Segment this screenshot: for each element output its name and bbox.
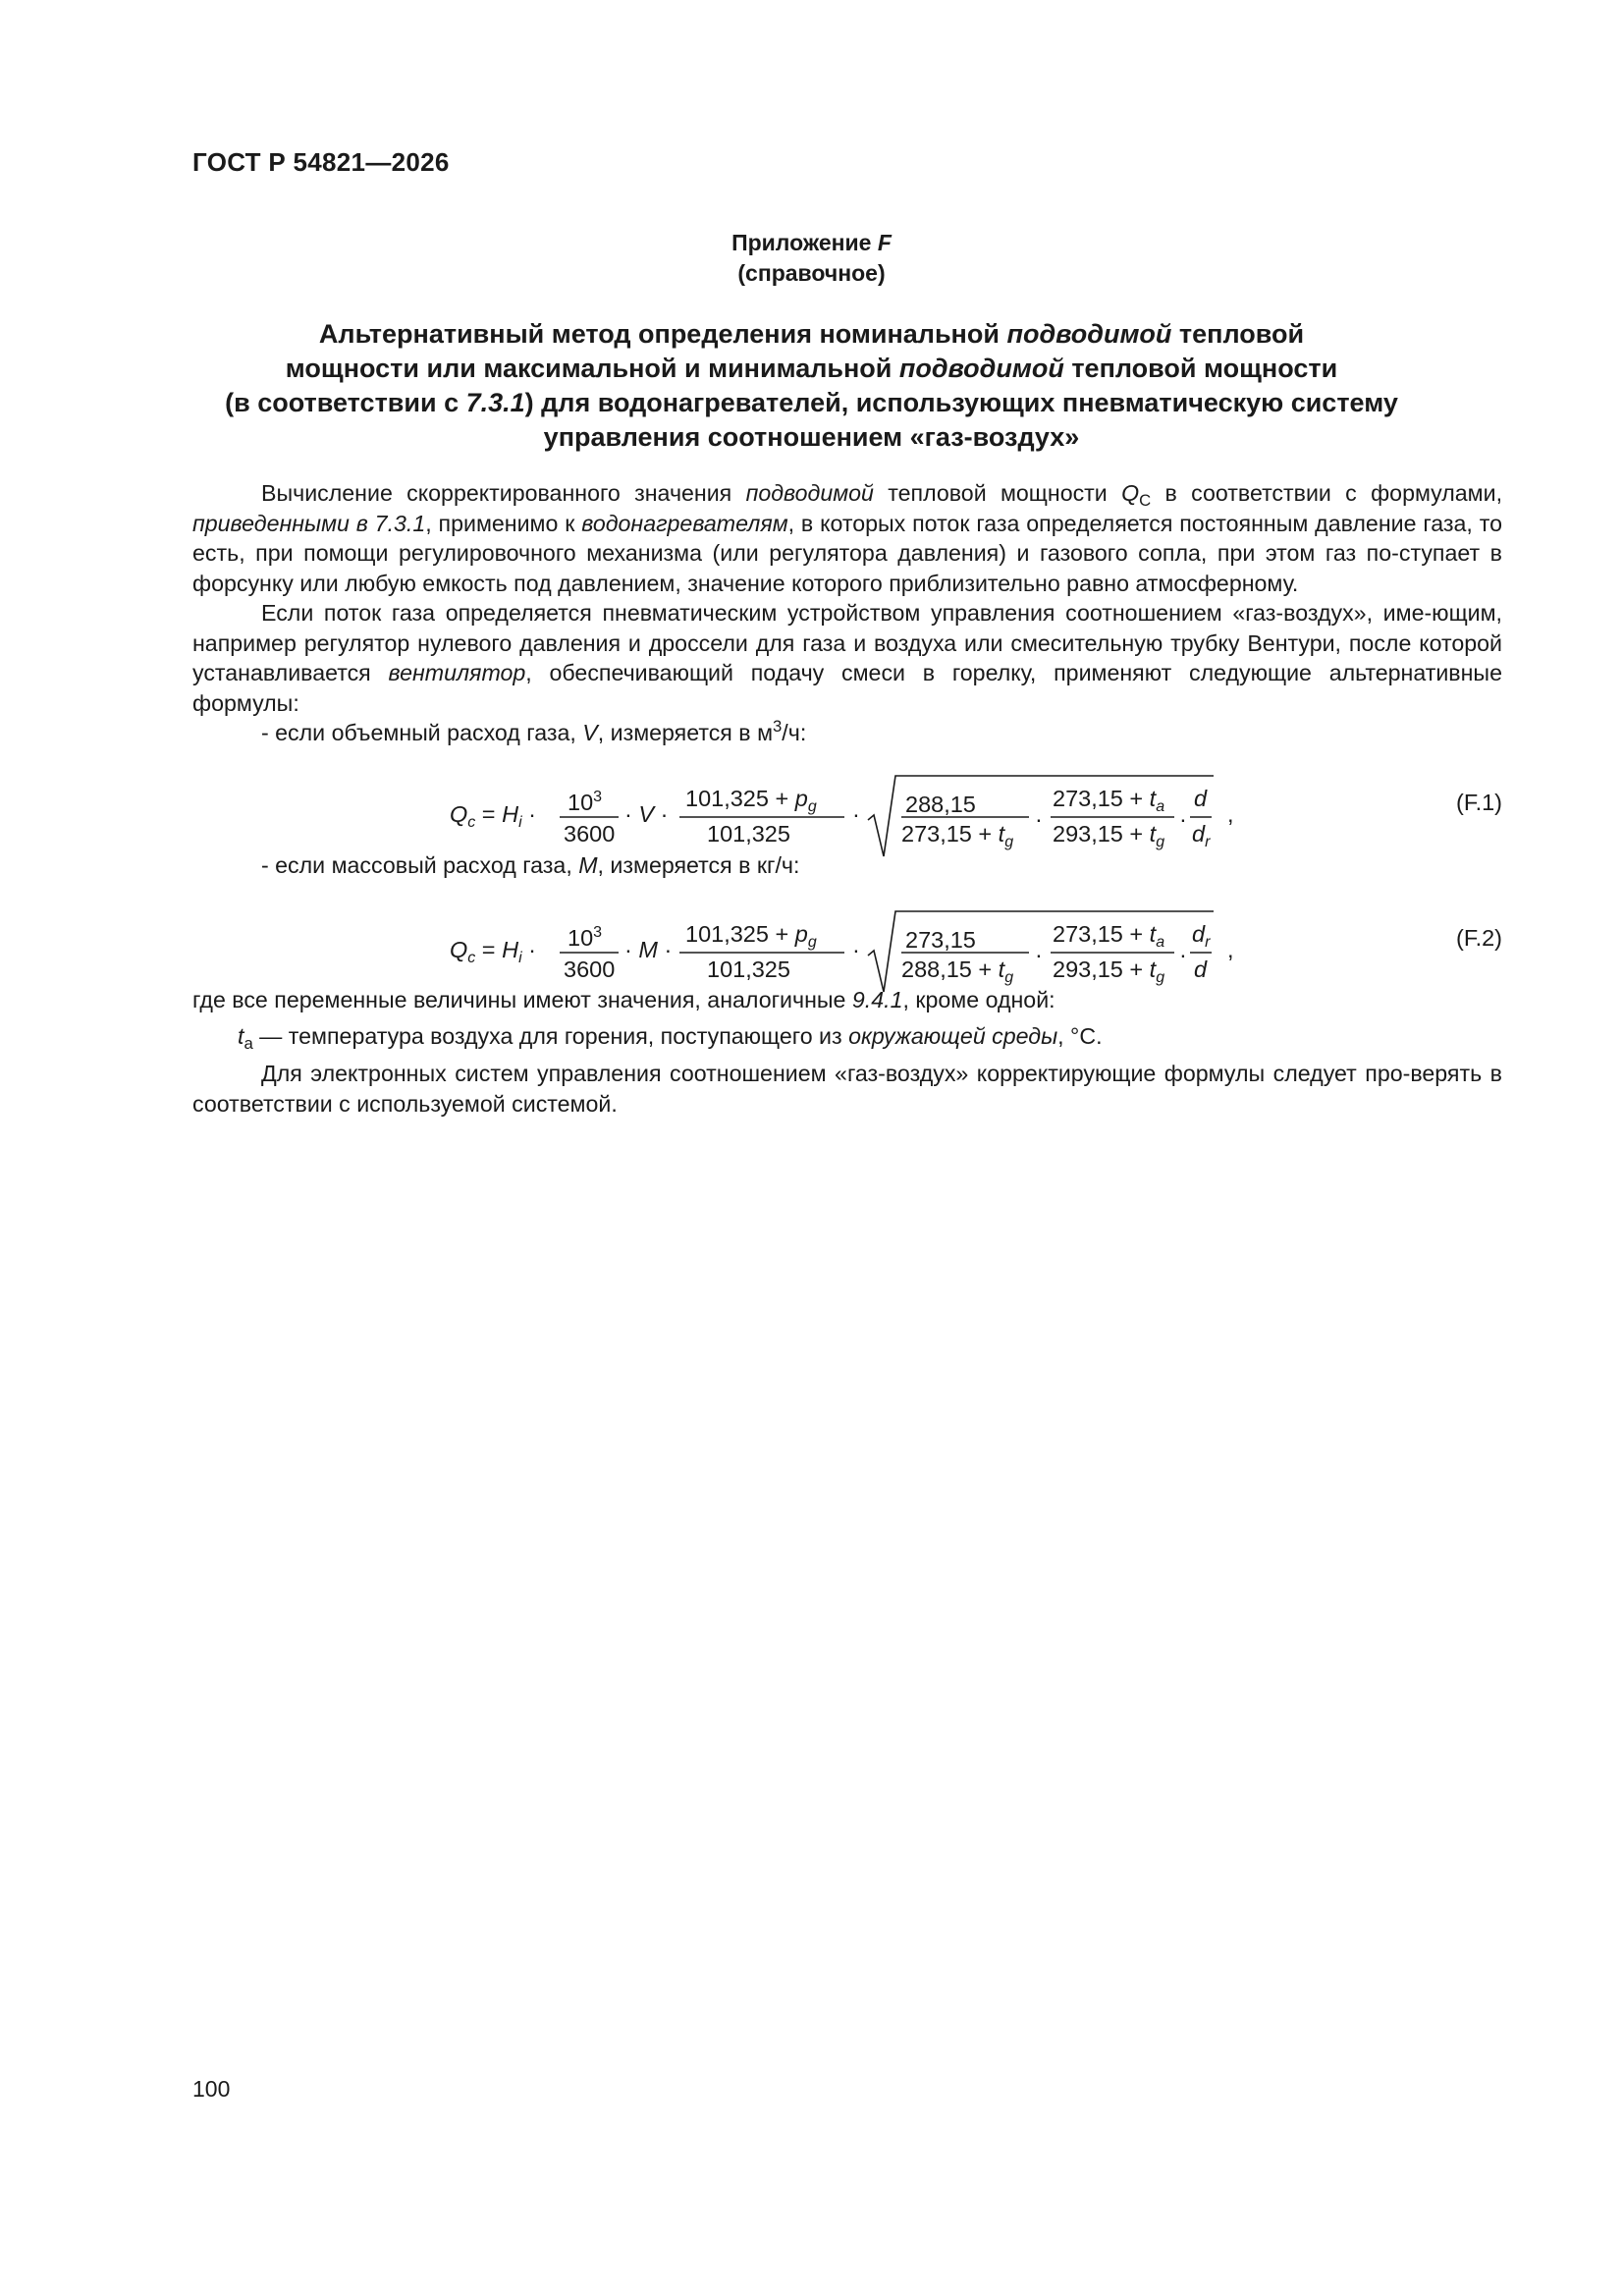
title-line-1 <box>216 317 1407 352</box>
where-c: , кроме одной: <box>902 987 1055 1012</box>
f2-3600: 3600 <box>564 957 616 982</box>
f1-a-den: $273,15 + t_g$ <box>901 821 1014 850</box>
f2-comma: , <box>1227 937 1234 962</box>
where-b: 9.4.1 <box>851 987 903 1012</box>
list-item-volume <box>192 718 1502 748</box>
title-2a: мощности или максимальной и минимальной <box>285 354 899 383</box>
f2-num-p: $101,325 + p_g$ <box>685 921 817 951</box>
title-line-4: управления соотношением «газ-воздух» <box>543 422 1080 452</box>
ta-c: , °С. <box>1057 1022 1103 1049</box>
formula-f2-number: (F.2) <box>1456 925 1502 951</box>
ta-symbol: t <box>238 1022 244 1049</box>
title-3c: ) для водонагревателей, использующих пневматическую систему <box>524 388 1398 417</box>
item1-sup: 3 <box>773 716 783 736</box>
title-2b: подводимой <box>898 354 1064 383</box>
p1-a: Вычисление скорректированного значения <box>261 480 746 506</box>
p1-b: подводимой <box>745 480 874 506</box>
f1-lhs: $Q_c = H_i$ · <box>450 801 536 831</box>
p1-f: , применимо к <box>425 510 582 536</box>
p1-h: , в которых поток газа определяется постоянным давление газа, то есть, при помощи регулировочного механизма (или регулятора давления) и газового сопла, при этом газ по-ступает в форсунку или любую емкость под давлением, значение которого приблизительно равно атмосферному. <box>192 510 1502 596</box>
f1-d-den: $d_r$ <box>1192 821 1211 850</box>
p1-c: тепловой мощности <box>873 480 1122 506</box>
f2-lhs: $Q_c = H_i$ · <box>450 937 536 966</box>
where-line <box>192 985 1502 1015</box>
f1-a-num: 288,15 <box>905 792 976 817</box>
f2-d-den: d <box>1194 957 1208 982</box>
appendix-word: Приложение <box>731 230 878 255</box>
title-3a: (в соответствии с <box>225 388 466 417</box>
f1-b-num: $273,15 + t_a$ <box>1053 786 1165 815</box>
p2-b: вентилятор <box>388 660 526 685</box>
f2-a-num: 273,15 <box>905 927 976 953</box>
f2-b-num: $273,15 + t_a$ <box>1053 921 1165 951</box>
title-2c: тепловой мощности <box>1063 354 1338 383</box>
p1-q: Q <box>1121 480 1140 506</box>
ta-definition <box>192 1021 1502 1052</box>
formula-f1-number: (F.1) <box>1456 790 1502 815</box>
ta-b: окружающей среды <box>848 1022 1058 1049</box>
paragraph-1 <box>192 478 1502 598</box>
item1-d: /ч: <box>782 720 807 745</box>
f2-mid: · M · <box>624 937 673 962</box>
f1-b-den: $293,15 + t_g$ <box>1053 821 1165 850</box>
item2-b: M <box>578 852 598 878</box>
formula-f1-graphic <box>192 766 1502 864</box>
f1-ten: $10^3$ <box>568 789 603 815</box>
title-1c: тепловой <box>1171 319 1305 349</box>
item2-c: , измеряется в кг/ч: <box>597 852 800 878</box>
f1-dot2: · <box>852 801 860 827</box>
paragraph-2 <box>192 598 1502 718</box>
f2-b-den: $293,15 + t_g$ <box>1053 957 1165 986</box>
f2-a-den: $288,15 + t_g$ <box>901 957 1014 986</box>
document-id: ГОСТ Р 54821—2026 <box>192 147 450 177</box>
f1-num-p: $101,325 + p_g$ <box>685 786 817 815</box>
appendix-label <box>0 228 1623 258</box>
item2-a: - если массовый расход газа, <box>261 852 579 878</box>
paragraph-3: Для электронных систем управления соотношением «газ-воздух» корректирующие формулы следует про-верять в соответствии с используемой системой. <box>192 1061 1502 1117</box>
ta-sub: a <box>243 1033 253 1053</box>
f1-dot3: · <box>1035 806 1043 832</box>
p1-e: приведенными в 7.3.1 <box>192 510 426 536</box>
appendix-letter: F <box>877 230 892 255</box>
f2-den-p: 101,325 <box>707 957 790 982</box>
item1-b: V <box>582 720 598 745</box>
f2-dot4: · <box>1179 942 1187 967</box>
f1-den-p: 101,325 <box>707 821 790 847</box>
p1-d: в соответствии с формулами, <box>1151 480 1503 506</box>
title-3b: 7.3.1 <box>465 388 525 417</box>
f1-dot4: · <box>1179 806 1187 832</box>
p1-g: водонагревателям <box>581 510 788 536</box>
appendix-note: (справочное) <box>737 260 886 286</box>
f1-comma: , <box>1227 801 1234 827</box>
f1-mid: · V · <box>624 801 669 827</box>
f1-d-num: d <box>1194 786 1208 811</box>
f2-dot3: · <box>1035 942 1043 967</box>
list-item-mass <box>192 850 1502 881</box>
ta-a: — температура воздуха для горения, поступающего из <box>252 1022 849 1049</box>
p2-a: Если поток газа определяется пневматическим устройством управления соотношением «газ-воздух», име-ющим, например регулятор нулевого давления и дроссели для газа и воздуха или смесительную трубку Вентури, после которой устанавливается <box>192 600 1502 685</box>
page-number: 100 <box>192 2076 231 2102</box>
item1-a: - если объемный расход газа, <box>261 720 583 745</box>
f2-d-num: $d_r$ <box>1192 921 1211 951</box>
item1-c: , измеряется в м <box>597 720 774 745</box>
where-a: где все переменные величины имеют значения, аналогичные <box>192 987 852 1012</box>
appendix-title <box>216 317 1407 455</box>
title-line-2 <box>216 352 1407 386</box>
closing-text <box>192 985 1502 1119</box>
title-line-3 <box>216 386 1407 420</box>
title-1a: Альтернативный метод определения номинальной <box>318 319 1007 349</box>
appendix-heading <box>0 228 1623 289</box>
f1-3600: 3600 <box>564 821 616 847</box>
f2-dot2: · <box>852 937 860 962</box>
f2-ten: $10^3$ <box>568 924 603 951</box>
intro-text <box>192 478 1502 748</box>
p2-c: , обеспечивающий подачу смеси в горелку, применяют следующие альтернативные формулы: <box>192 660 1502 716</box>
title-1b: подводимой <box>1006 319 1172 349</box>
p1-q-sub: C <box>1139 491 1152 510</box>
item2-text <box>192 850 1502 881</box>
formula-f1 <box>192 766 1502 864</box>
